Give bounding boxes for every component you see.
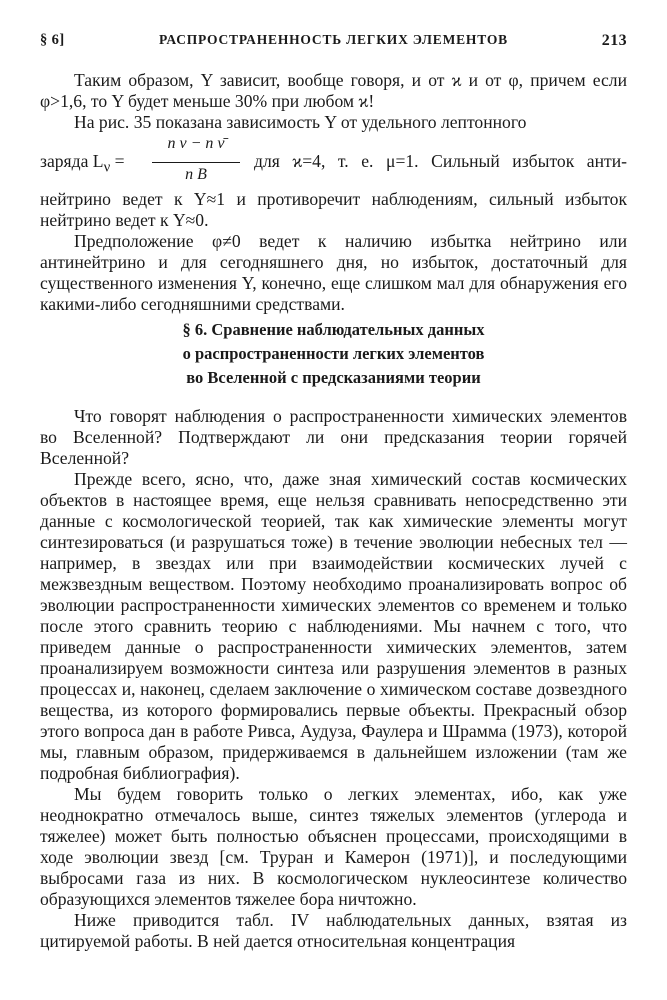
- section-heading-line-1: § 6. Сравнение наблюдательных данных: [182, 320, 485, 339]
- fraction-bar: [152, 162, 240, 163]
- text-block-top: [40, 70, 627, 315]
- paragraph-question: Что говорят наблюдения о распространенности химических элементов во Вселенной? Подтверждают ли они предсказания теории горячей Вселенной?: [40, 406, 627, 468]
- fraction-numerator: n ν − n ν̄: [167, 135, 225, 152]
- paragraph-light-elements: Мы будем говорить только о легких элементах, ибо, как уже неоднократно отмечалось выше, синтез тяжелых элементов (углерода и тяжелее) может быть полностью объяснен процессами, происходящими в ходе эволюции звезд [см. Труран и Камерон (1971)], и последующими выбросами газа из них. В космологическом нуклеосинтезе количество образующихся элементов тяжелее бора ничтожно.: [40, 784, 627, 909]
- text-block-bottom: [40, 406, 627, 952]
- page-number: 213: [601, 32, 627, 49]
- section-heading-line-3: во Вселенной с предсказаниями теории: [186, 368, 481, 387]
- section-heading-line-2: о распространенности легких элементов: [182, 344, 485, 363]
- paragraph-conclusion: Таким образом, Y зависит, вообще говоря, и от ϰ и от φ, причем если φ>1,6, то Y будет меньше 30% при любом ϰ!: [40, 70, 627, 111]
- running-head: [40, 32, 627, 56]
- fraction-denominator: n B: [185, 166, 207, 183]
- section-reference: § 6]: [40, 32, 65, 48]
- paragraph-assumption: Предположение φ≠0 ведет к наличию избытка нейтрино или антинейтрино и для сегодняшнего дня, но избыток, достаточный для существенного изменения Y, конечно, еще слишком мал для обнаружения его какими-либо сегодняшними средствами.: [40, 231, 627, 314]
- formula-lead: заряда $L_\nu$ =: [40, 151, 125, 176]
- paragraph-figure-reference-end: нейтрино ведет к Y≈1 и противоречит наблюдениям, сильный избыток нейтрино ведет к Y≈0.: [40, 189, 627, 230]
- paragraph-table-intro: Ниже приводится табл. IV наблюдательных данных, взятая из цитируемой работы. В ней дается относительная концентрация: [40, 910, 627, 951]
- section-heading: [40, 318, 627, 390]
- formula-subscript: ν: [103, 159, 111, 176]
- paragraph-evolution: Прежде всего, ясно, что, даже зная химический состав космических объектов в настоящее время, еще нельзя сравнивать непосредственно эти данные с космологической теорией, так как химические элементы могут синтезироваться (и разрушаться тоже) в течение эволюции небесных тел — например, в звездах или при взаимодействии космических лучей с межзвездным веществом. Поэтому необходимо проанализировать вопрос об эволюции распространенности химических элементов со временем и только после этого сравнить теорию с наблюдениями. Мы начнем с того, что приведем данные о распространенности химических элементов, затем проанализируем возможности синтеза или разрушения элементов в разных процессах и, наконец, сделаем заключение о химическом составе дозвездного вещества, из которого формировались первые объекты. Прекрасный обзор этого вопроса дан в работе Ривса, Аудуза, Фаулера и Шрамма (1973), которой мы, главным образом, придерживаемся в дальнейшем изложении (там же подробная библиография).: [40, 469, 627, 783]
- formula-tail: для ϰ=4, т. е. μ=1. Сильный избыток анти-: [254, 151, 627, 171]
- running-title: РАСПРОСТРАНЕННОСТЬ ЛЕГКИХ ЭЛЕМЕНТОВ: [159, 32, 508, 47]
- paragraph-figure-reference: На рис. 35 показана зависимость Y от удельного лептонного: [74, 112, 527, 132]
- formula-line: [40, 133, 627, 189]
